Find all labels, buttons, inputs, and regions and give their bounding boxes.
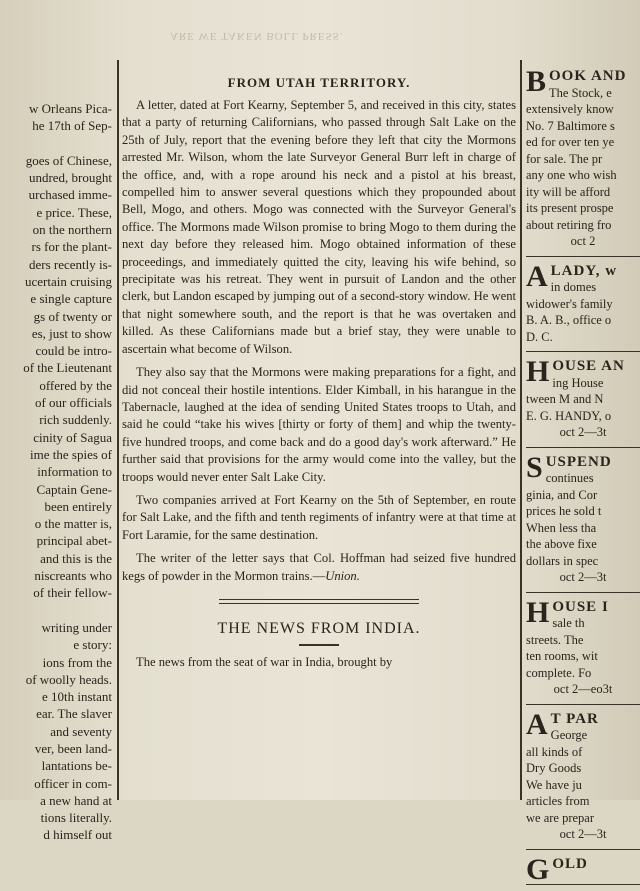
ad-line: When less tha [526, 520, 597, 535]
left-column-line: e price. These, [36, 204, 112, 220]
ad-heading: USPEND [545, 453, 612, 470]
ad-date: oct 2—eo3t [553, 682, 613, 696]
left-column-line: of woolly heads. [25, 671, 112, 687]
paragraph-2: They also say that the Mormons were making preparations for a fight, and did not conceal their hostile intentions. Elder Kimball, in his harangue in the Tabernacle, laughed at the idea of sending United States troops to Utah, and said he could “take his wives [thirty or forty of them] and whip the twenty-five hundred troops, and come back and do a good day's work afterward.” He further said that provisions for the army would come into the valley, but the troops would never enter Salt Lake City. [122, 365, 516, 484]
bleed-through-text: ARE WE TAKEN BOLL PRESS. [170, 30, 344, 42]
left-column-line: been entirely [44, 498, 112, 514]
ad-initial: B [526, 68, 547, 98]
left-column-line: e story: [73, 637, 112, 653]
ad-date: oct 2—3t [559, 425, 607, 439]
paragraph-4-text: The writer of the letter says that Col. Hoffman had seized five hundred kegs of powder in the Mormon trains.— [122, 551, 516, 583]
ad-heading: T PAR [550, 710, 599, 727]
ad-line: No. 7 Baltimore s [526, 118, 615, 133]
left-column-line: he 17th of Sep- [32, 118, 112, 134]
ad-divider [526, 447, 640, 448]
left-column-line: Captain Gene- [36, 481, 112, 497]
advertisement-4 [526, 450, 640, 586]
ad-line: we are prepar [526, 810, 595, 825]
ad-line: articles from [526, 794, 590, 808]
left-column-line: rs for the plant- [31, 239, 112, 255]
article-heading-utah: FROM UTAH TERRITORY. [227, 75, 411, 90]
ad-line: the above fixe [526, 537, 597, 551]
left-column-line: d himself out [43, 827, 112, 843]
left-column-line: es, just to show [31, 325, 112, 341]
ad-initial: S [526, 450, 543, 484]
paragraph-1: A letter, dated at Fort Kearny, September 5, and received in this city, states that a party of returning Californians, who passed through Salt Lake on the 25th of July, report that the evening before they left that city the Mormons arrested Mr. Wilson, whom the late Surveyor General Burr left in charge of the office, and, with a rope around his neck and a pistol at his breast, compelled him to answer several questions which they propounded about Bell, Mogo, and others. Mogo was connected with the Surveyor General's office. The Mormons made Wilson promise to bring Mogo to them during the next day before they released him. Mogo obtained information of these proceedings, and immediately quitted the city, leaving his wife behind, so precipitate was his retreat. They went in pursuit of Landon and the other clerk, but Landon escaped by jumping out of a second-story window. He went that night somewhere south, and the report is that he was overtaken and killed. As these Californians made but a brief stay, they were unable to ascertain what become of Wilson. [122, 98, 516, 356]
right-column-ads [526, 68, 640, 891]
ad-line: ity will be afford [526, 184, 611, 199]
ad-line: Dry Goods [526, 761, 582, 775]
ad-line: prices he sold t [526, 504, 602, 518]
ad-line: all kinds of [526, 744, 583, 759]
left-column-line: o the matter is, [34, 516, 112, 532]
left-column-line: officer in com- [34, 775, 112, 791]
article-body-india [122, 654, 516, 671]
left-column-line: tions literally. [40, 810, 112, 826]
ad-line: its present prospe [526, 201, 614, 215]
article-separator [219, 599, 419, 604]
ad-line: ing House [552, 375, 604, 390]
advertisement-5 [526, 595, 640, 698]
left-column-line: goes of Chinese, [25, 152, 112, 168]
left-column-line: niscreants who [34, 568, 112, 584]
left-column-line: ders recently is- [28, 256, 112, 272]
ad-line: for sale. The pr [526, 151, 603, 166]
left-column-line: on the northern [32, 222, 112, 238]
left-column-line: of our officials [34, 395, 112, 411]
ad-line: widower's family [526, 296, 613, 311]
column-rule-right [520, 60, 522, 800]
ad-line: ed for over ten ye [526, 135, 615, 149]
ad-line: D. C. [526, 329, 553, 344]
ad-heading: OOK AND [549, 68, 627, 84]
ad-line: E. G. HANDY, o [526, 408, 612, 423]
ad-date: oct 2—3t [559, 827, 607, 841]
article-heading-india: THE NEWS FROM INDIA. [217, 619, 421, 637]
left-column-line: offered by the [39, 377, 112, 393]
paragraph-3: Two companies arrived at Fort Kearny on the 5th of September, en route for Salt Lake, and the fifth and tenth regiments of infantry were at that time at Fort Laramie, for the same destination. [122, 492, 516, 542]
left-column-line: of the Lieutenant [23, 360, 112, 376]
ad-divider [526, 351, 640, 352]
left-column-line: e single capture [30, 291, 112, 307]
ad-initial: A [526, 707, 548, 741]
ad-line: any one who wish [526, 168, 617, 182]
ad-divider [526, 256, 640, 257]
left-column-text [0, 100, 112, 844]
left-column-line: ver, been land- [34, 740, 112, 756]
advertisement-7 [526, 852, 640, 886]
india-paragraph-1: The news from the seat of war in India, brought by [136, 654, 393, 669]
ad-line: sale th [552, 616, 585, 630]
left-column-line: of their fellow- [33, 585, 112, 601]
left-column-line: cinity of Sagua [33, 429, 112, 445]
advertisement-2 [526, 259, 640, 346]
ad-heading: OUSE AN [552, 358, 625, 374]
left-column-line: undred, brought [28, 170, 112, 186]
ad-initial: H [526, 355, 550, 388]
ad-divider [526, 884, 640, 885]
ad-date: oct 2 [570, 234, 596, 248]
source-credit: Union. [325, 568, 360, 583]
left-column-line: ucertain cruising [25, 273, 112, 289]
article-body-utah [122, 97, 516, 585]
ad-divider [526, 592, 640, 593]
paragraph-4 [122, 550, 516, 585]
heading-underline [299, 644, 339, 646]
left-column-line: e 10th instant [41, 689, 112, 705]
ad-line: tween M and N [526, 392, 604, 406]
ad-line: continues [545, 471, 594, 485]
advertisement-3 [526, 355, 640, 441]
ad-line: streets. The [526, 632, 584, 647]
left-column-line [0, 135, 112, 152]
left-column-line: principal abet- [36, 533, 112, 549]
ad-line: B. A. B., office o [526, 313, 612, 327]
ad-divider [526, 849, 640, 850]
center-column [122, 75, 516, 671]
left-column-line: ime the spies of [30, 446, 112, 462]
ad-heading: OLD [552, 855, 588, 872]
ad-line: George [550, 728, 588, 742]
advertisement-6 [526, 707, 640, 843]
advertisement-1 [526, 68, 640, 250]
ad-heading: LADY, w [550, 262, 618, 279]
left-column-line: gs of twenty or [33, 308, 112, 324]
column-rule-left [117, 60, 119, 800]
left-column-line: writing under [41, 619, 112, 635]
left-column-line: urchased imme- [28, 187, 112, 203]
ad-date: oct 2—3t [559, 570, 607, 584]
left-column-line: ions from the [42, 654, 112, 670]
left-column-line: information to [37, 464, 112, 480]
ad-divider [526, 704, 640, 705]
ad-line: about retiring fro [526, 217, 612, 232]
left-column-line: and seventy [50, 723, 112, 739]
left-column-line [0, 602, 112, 619]
ad-line: The Stock, e [549, 85, 612, 100]
left-column-line: w Orleans Pica- [28, 101, 112, 116]
ad-initial: A [526, 259, 548, 293]
ad-line: extensively know [526, 102, 614, 116]
left-column-line: could be intro- [35, 343, 112, 359]
ad-line: dollars in spec [526, 553, 599, 568]
ad-initial: H [526, 595, 550, 629]
ad-line: complete. Fo [526, 665, 592, 680]
ad-line: We have ju [526, 777, 582, 792]
left-column-line: lantations be- [41, 758, 112, 774]
ad-heading: OUSE I [552, 598, 609, 615]
left-column-line: a new hand at [40, 792, 112, 808]
ad-line: ten rooms, wit [526, 649, 598, 663]
ad-line: in domes [550, 280, 597, 294]
left-column-line: rich suddenly. [39, 412, 112, 428]
ad-line: ginia, and Cor [526, 487, 598, 502]
ad-initial: G [526, 852, 550, 886]
left-column-line: ear. The slaver [36, 706, 112, 722]
left-column-line: and this is the [40, 550, 112, 566]
